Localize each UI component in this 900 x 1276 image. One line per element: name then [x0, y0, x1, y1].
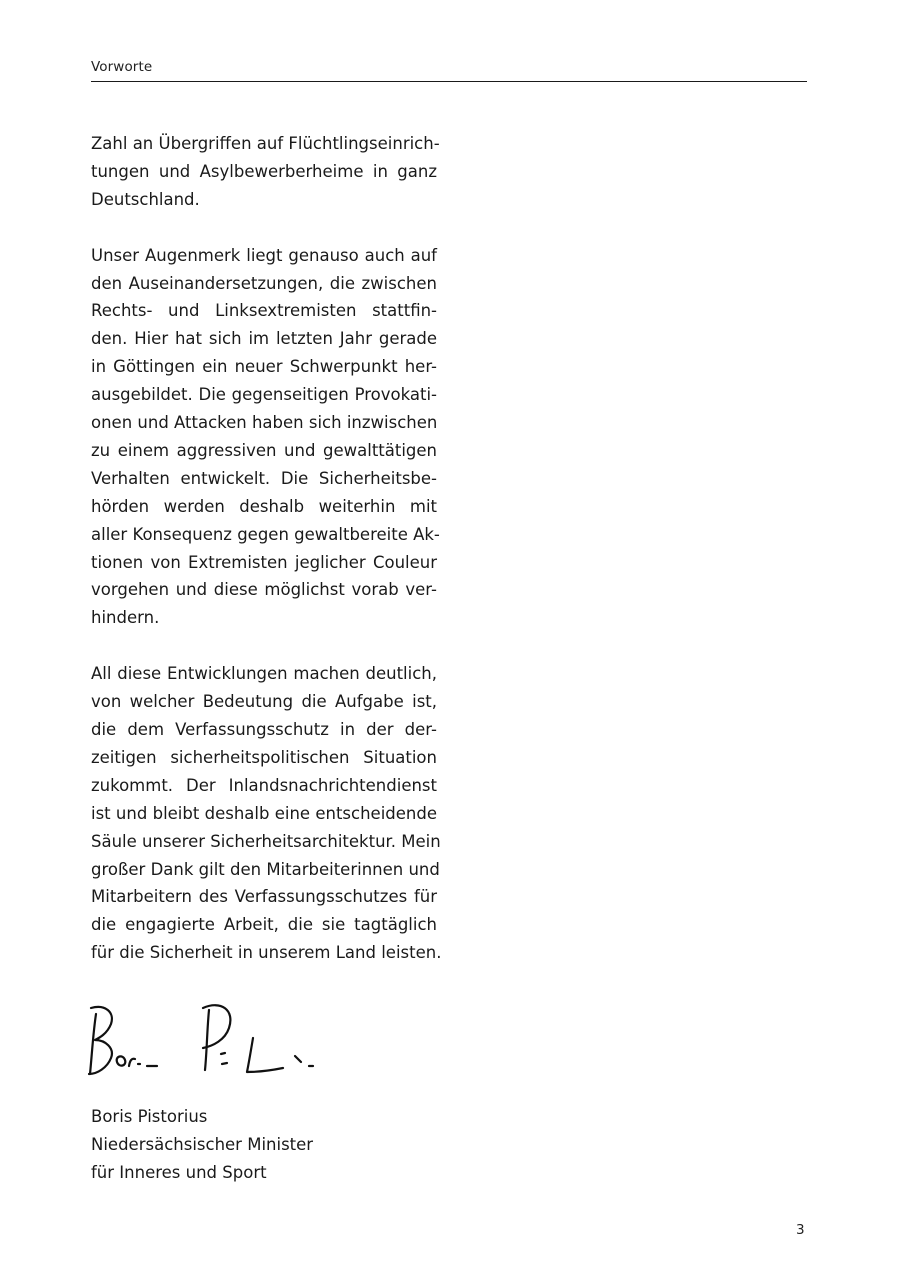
text-line: Mitarbeitern des Verfassungsschutzes für: [91, 887, 437, 907]
text-column: [91, 130, 442, 995]
text-line: Deutschland.: [91, 189, 200, 209]
text-line: Zahl an Übergriffen auf Flüchtlingseinrich-: [91, 134, 440, 153]
page-number: 3: [796, 1222, 805, 1238]
text-line: die engagierte Arbeit, die sie tagtäglich: [91, 915, 437, 935]
text-line: ausgebildet. Die gegenseitigen Provokati-: [91, 385, 437, 405]
text-line: für die Sicherheit in unserem Land leisten.: [91, 943, 442, 963]
paragraph-2: [91, 242, 440, 633]
paragraph-1: [91, 130, 440, 214]
text-line: den Auseinandersetzungen, die zwischen: [91, 273, 437, 293]
text-line: Verhalten entwickelt. Die Sicherheitsbe-: [91, 468, 437, 488]
signature-block: [91, 1103, 313, 1187]
text-line: aller Konsequenz gegen gewaltbereite Ak-: [91, 524, 440, 544]
text-line: All diese Entwicklungen machen deutlich,: [91, 664, 437, 684]
text-line: Unser Augenmerk liegt genauso auch auf: [91, 245, 437, 265]
text-line: zu einem aggressiven und gewalttätigen: [91, 440, 437, 460]
text-line: onen und Attacken haben sich inzwischen: [91, 413, 438, 433]
text-line: hindern.: [91, 608, 160, 628]
page-header: [91, 58, 807, 82]
signatory-role: Niedersächsischer Minister: [91, 1134, 314, 1154]
text-line: hörden werden deshalb weiterhin mit: [91, 496, 437, 516]
text-line: zeitigen sicherheitspolitischen Situation: [91, 747, 437, 767]
text-line: vorgehen und diese möglichst vorab ver-: [91, 580, 437, 600]
section-title: Vorworte: [91, 59, 153, 75]
text-line: großer Dank gilt den Mitarbeiterinnen und: [91, 859, 440, 879]
text-line: Säule unserer Sicherheitsarchitektur. Mein: [91, 831, 441, 851]
text-line: von welcher Bedeutung die Aufgabe ist,: [91, 692, 437, 712]
signatory-name: Boris Pistorius: [91, 1107, 208, 1126]
text-line: den. Hier hat sich im letzten Jahr gerade: [91, 329, 437, 349]
text-line: Rechts- und Linksextremisten stattfin-: [91, 301, 437, 321]
text-line: tungen und Asylbewerberheime in ganz: [91, 161, 437, 181]
text-line: ist und bleibt deshalb eine entscheidende: [91, 803, 437, 823]
text-line: in Göttingen ein neuer Schwerpunkt her-: [91, 357, 437, 377]
text-line: zukommt. Der Inlandsnachrichtendienst: [91, 775, 437, 795]
signatory-role: für Inneres und Sport: [91, 1162, 267, 1182]
handwritten-signature: [85, 998, 345, 1080]
paragraph-3: [91, 660, 442, 967]
text-line: die dem Verfassungsschutz in der der-: [91, 720, 437, 739]
text-line: tionen von Extremisten jeglicher Couleur: [91, 552, 437, 572]
